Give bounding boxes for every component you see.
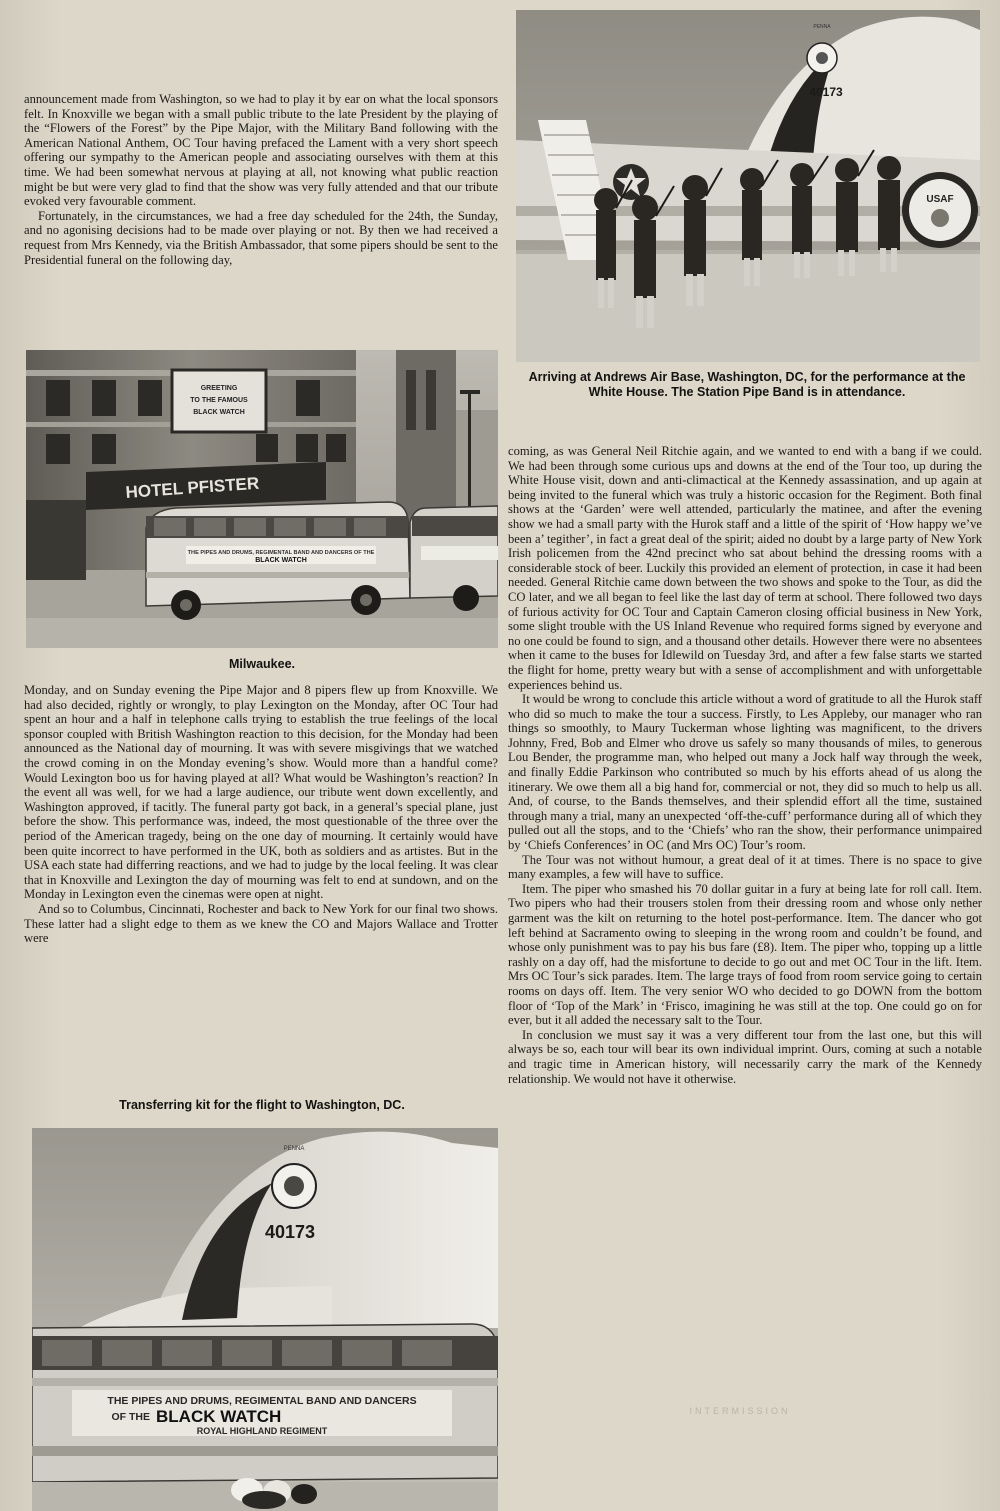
paragraph: announcement made from Washington, so we had to play it by ear on what the local sponsors felt. In Knoxville we began with a small public tribute to the late President by the playing of the “Flowers of the Forest” by the Pipe Major, with the Military Band following with the American National Anthem, OC Tour having prefaced the Lament with a very short speech offering our sympathy to the American people and associating ourselves with them at this time. We had been somewhat nervous at playing at all, not knowing what public reaction might be but were very glad to find that the show was very fully attended and that our tribute evoked very favourable comment. <box>24 92 498 209</box>
paragraph: In conclusion we must say it was a very different tour from the last one, but this will always be so, each tour will bear its own individual imprint. Ours, coming at such a notable and tragic time in American history, will necessarily carry the mark of the Kennedy relationship. We would not have it otherwise. <box>508 1027 982 1086</box>
paragraph: Fortunately, in the circumstances, we had a free day scheduled for the 24th, the Sunday, and no agonising decisions had to be made over playing or not. By then we had received a request from Mrs Kennedy, via the British Ambassador, that some pipers should be sent to the Presidential funeral on the following day, <box>24 208 498 267</box>
bus-banner-black-watch: BLACK WATCH <box>156 1407 282 1426</box>
column-one-top-text <box>24 92 498 328</box>
column-two-text <box>508 444 982 1384</box>
hotel-sign-text: HOTEL PFISTER <box>124 473 260 502</box>
milwaukee-caption: Milwaukee. <box>229 657 295 671</box>
bus-banner-line-3: ROYAL HIGHLAND REGIMENT <box>196 1426 328 1436</box>
bus-banner-line-1: THE PIPES AND DRUMS, REGIMENTAL BAND AND DANCERS <box>107 1395 417 1407</box>
paragraph: Item. The piper who smashed his 70 dollar guitar in a fury at being late for roll call. Item. Two pipers who had their trousers stolen from their dressing room and whose only nether garment was the kilt on returning to the hotel post-performance. Item. The dancer who got left behind at Sacramento owing to sleeping in the wrong room and couldn’t be found, and whose only punishment was to pay his bus fare (£8). Item. The piper who, topping up a little rashly on a day off, had the misfortune to decide to go out and met OC Tour in the lift. Item. Mrs OC Tour’s sick parades. Item. The large trays of food from room service going to certain rooms on days off. Item. The very senior WO who decided to go DOWN from the bottom floor of ‘Top of the Mark’ in ‘Frisco, imagining he was still at the top. One could go on for ever, but it all added the necessary salt to the Tour. <box>508 881 982 1028</box>
column-one-middle-text <box>24 683 498 1069</box>
bus-banner-line-2: OF THE <box>111 1411 150 1423</box>
svg-text:TO THE FAMOUS: TO THE FAMOUS <box>190 397 248 404</box>
svg-text:BLACK WATCH: BLACK WATCH <box>193 409 245 416</box>
svg-text:BLACK WATCH: BLACK WATCH <box>255 557 307 564</box>
svg-text:40173: 40173 <box>809 85 843 99</box>
andrews-caption: Arriving at Andrews Air Base, Washington, DC, for the performance at the White House. The Station Pipe Band is in attendance. <box>528 370 966 399</box>
paragraph: The Tour was not without humour, a great deal of it at times. There is no space to give many examples, a few will have to suffice. <box>508 852 982 882</box>
svg-text:PENNA: PENNA <box>813 24 831 30</box>
paragraph: coming, as was General Neil Ritchie again, and we wanted to end with a bang if we could. We had been through some curious ups and downs at the end of the Tour too, up during the White House visit, down and anti-climactical at the Kennedy assassination, and up again at being invited to the funeral which was truly a historic occasion for the Regiment. Both final shows at the ‘Garden’ were well attended, particularly the matinee, and after the evening show we had a small party with the Hurok staff and a little of the spirit of ‘How happy we’ve been a’ tegither’, in fact a great deal of the spirit; aided no doubt by a large party of New York Irish policemen from the 42nd precinct who sat about behind the dressing rooms with a considerable stock of beer. Luckily this provided an element of protection, in case it had been needed. General Ritchie came down between the two shows and spoke to the Tour, as did the CO later, and we all began to feel like the last day of term at school. There followed two days of furious activity for OC Tour and Captain Cameron closing official business in New York, some slight trouble with the US Inland Revenue who required forms signed by everyone and no one could be found to sign, and a thousand other details. However there were no absentees when it came to the buses for Idlewild on Tuesday 3rd, and after a few false starts we started the flight for home, pretty weary but with a sense of accomplishment and with unforgettable experiences behind us. <box>508 444 982 692</box>
faint-footer-text: INTERMISSION <box>689 1406 791 1416</box>
svg-text:THE PIPES AND DRUMS, REGIMENTA: THE PIPES AND DRUMS, REGIMENTAL BAND AND DANCERS OF THE <box>187 550 375 556</box>
milwaukee-hotel-photo <box>26 350 498 648</box>
marquee-line-1: GREETING <box>200 385 238 392</box>
paragraph: It would be wrong to conclude this article without a word of gratitude to all the Hurok staff who did so much to make the tour a success. Firstly, to Les Appleby, our manager who ran things so smoothly, to Maury Tuckerman whose lighting was magnificent, to the drivers Johnny, Fred, Bob and Elmer who drove us safely so many thousands of miles, to generous Lou Bender, the programme man, who helped out many a Jock half way through the week, and finally Eddie Parkinson who contributed so much by his efforts ahead of us along the itinerary. We owe them all a big hand for, commercial or not, they did so much to help us all. And, of course, to the Bands themselves, and their splendid effort all the time, sustained through many a trial, many an unexpected ‘off-the-cuff’ performance during all of which they pulled out all the stops, and to the ‘Chiefs’ who ran the show, their performance unimpaired by ‘Chiefs Conferences’ in OC (and Mrs OC) Tour’s room. <box>508 692 982 853</box>
transfer-bus-photo <box>32 1128 498 1511</box>
tail-small-text: PENNA <box>283 1146 305 1152</box>
paragraph: Monday, and on Sunday evening the Pipe Major and 8 pipers flew up from Knoxville. We had also decided, rightly or wrongly, to play Lexington on the Monday, after OC Tour had spent an hour and a half in telephone calls trying to establish the true feelings of the local sponsor coupled with British Washington reaction to this decision, for the Monday had been announced as the National day of mourning. It was with severe misgivings that we watched the crowd coming in on the Monday evening’s show. Would more than a handful come? Would Lexington boo us for having played at all? What would be Washington’s reaction? In the event all was well, for we had a large audience, our tribute went down excellently, and Washington approved, if tacitly. The funeral party got back, in a general’s special plane, just before the show. This performance was, indeed, the most questionable of the three over the period of the American tragedy, being on the one day of mourning. It certainly would have been quite incorrect to have performed in the UK, both as soldiers and as artistes. But in the USA each state had differring reactions, and we had to judge by the local feeling. It was clear that in Knoxville and Lexington the day of mourning was felt to end at sundown, and on the Monday in Lexington even the cinemas were open at night. <box>24 683 498 902</box>
paragraph: And so to Columbus, Cincinnati, Rochester and back to New York for our final two shows. These latter had a slight edge to them as we knew the CO and Majors Wallace and Trotter were <box>24 901 498 946</box>
drum-text: USAF <box>926 194 954 205</box>
tail-number-text: 40173 <box>264 1222 316 1242</box>
transfer-caption: Transferring kit for the flight to Washington, DC. <box>119 1098 405 1112</box>
andrews-air-base-photo <box>516 10 980 362</box>
